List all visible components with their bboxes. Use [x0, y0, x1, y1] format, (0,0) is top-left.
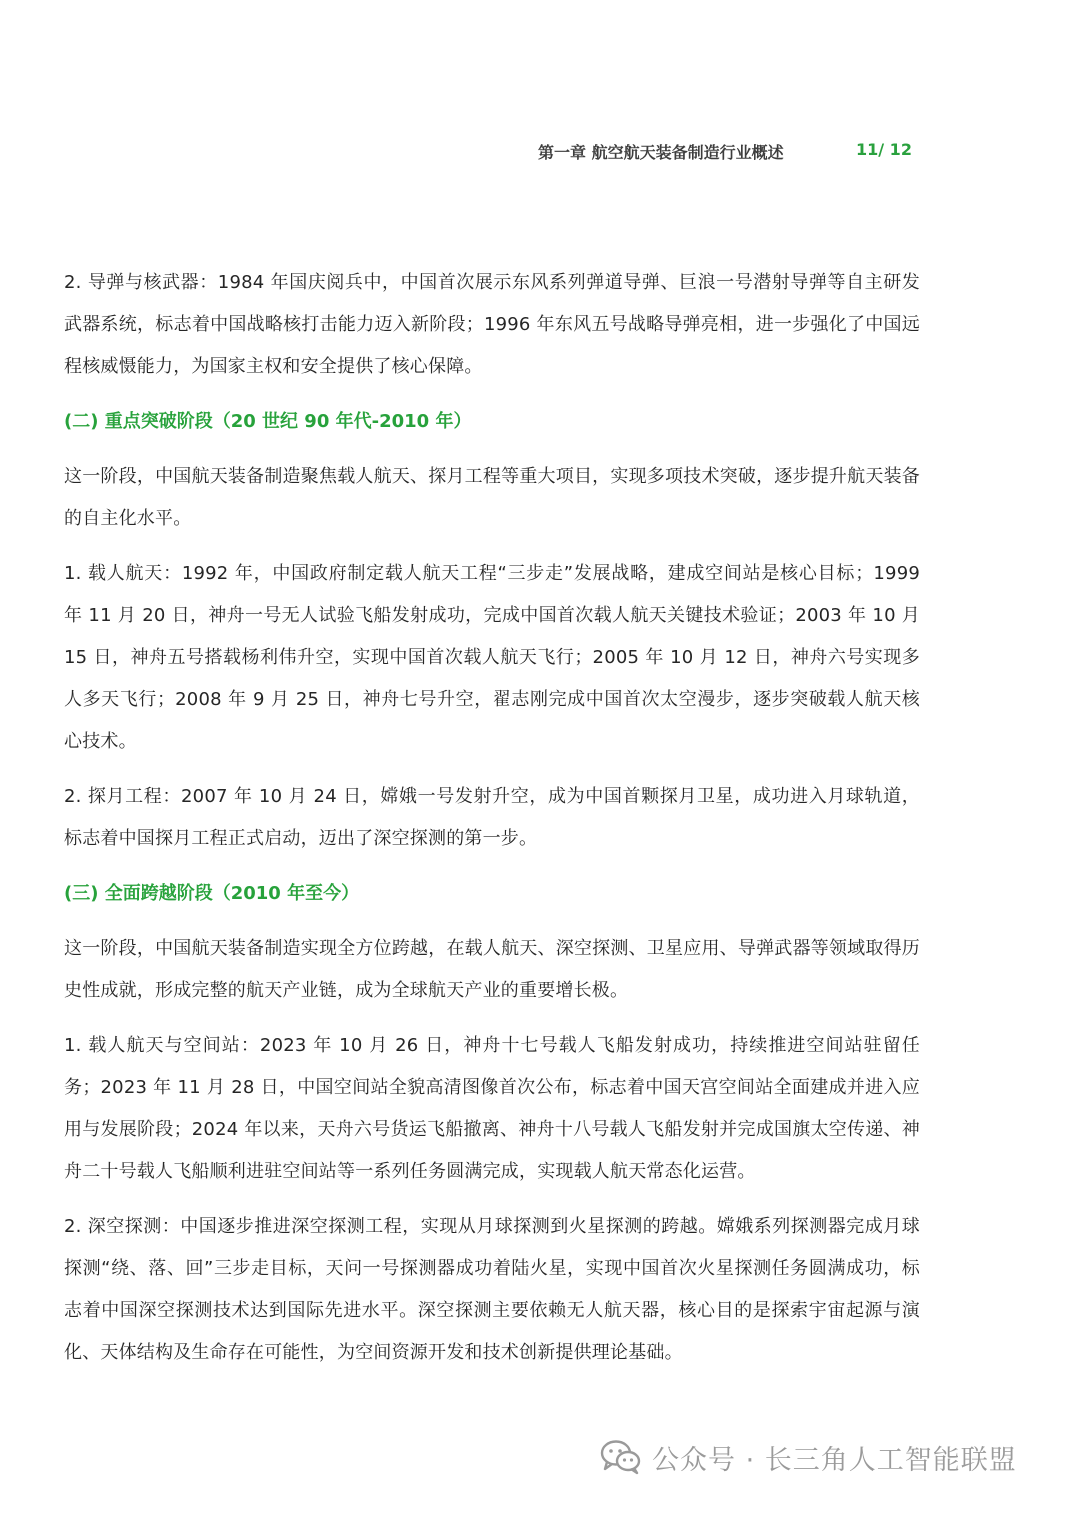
wechat-icon [600, 1439, 642, 1475]
watermark [600, 1432, 1017, 1482]
watermark-text: 公众号 · 长三角人工智能联盟 [652, 1444, 1017, 1476]
document-body [64, 262, 920, 1387]
paragraph: 2. 深空探测：中国逐步推进深空探测工程，实现从月球探测到火星探测的跨越。嫦娥系列探测器完成月球探测“绕、落、回”三步走目标，天问一号探测器成功着陆火星，实现中国首次火星探测任务圆满成功，标志着中国深空探测技术达到国际先进水平。深空探测主要依赖无人航天器，核心目的是探索宇宙起源与演化、天体结构及生命存在可能性，为空间资源开发和技术创新提供理论基础。 [64, 1216, 920, 1363]
section-heading: (三) 全面跨越阶段（2010 年至今） [64, 883, 360, 904]
paragraph: 这一阶段，中国航天装备制造聚焦载人航天、探月工程等重大项目，实现多项技术突破，逐步提升航天装备的自主化水平。 [64, 466, 920, 529]
section-heading: (二) 重点突破阶段（20 世纪 90 年代-2010 年） [64, 411, 472, 432]
paragraph: 2. 导弹与核武器：1984 年国庆阅兵中，中国首次展示东风系列弹道导弹、巨浪一号潜射导弹等自主研发武器系统，标志着中国战略核打击能力迈入新阶段；1996 年东风五号战略导弹亮相，进一步强化了中国远程核威慑能力，为国家主权和安全提供了核心保障。 [64, 272, 920, 377]
paragraph: 这一阶段，中国航天装备制造实现全方位跨越，在载人航天、深空探测、卫星应用、导弹武器等领域取得历史性成就，形成完整的航天产业链，成为全球航天产业的重要增长极。 [64, 938, 920, 1001]
paragraph: 1. 载人航天：1992 年，中国政府制定载人航天工程“三步走”发展战略，建成空间站是核心目标；1999 年 11 月 20 日，神舟一号无人试验飞船发射成功，完成中国首次载人航天关键技术验证；2003 年 10 月 15 日，神舟五号搭载杨利伟升空，实现中国首次载人航天飞行；2005 年 10 月 12 日，神舟六号实现多人多天飞行；2008 年 9 月 25 日，神舟七号升空，翟志刚完成中国首次太空漫步，逐步突破载人航天核心技术。 [64, 563, 920, 752]
paragraph: 1. 载人航天与空间站：2023 年 10 月 26 日，神舟十七号载人飞船发射成功，持续推进空间站驻留任务；2023 年 11 月 28 日，中国空间站全貌高清图像首次公布，标志着中国天宫空间站全面建成并进入应用与发展阶段；2024 年以来，天舟六号货运飞船撤离、神舟十八号载人飞船发射并完成国旗太空传递、神舟二十号载人飞船顺利进驻空间站等一系列任务圆满完成，实现载人航天常态化运营。 [64, 1035, 920, 1182]
paragraph: 2. 探月工程：2007 年 10 月 24 日，嫦娥一号发射升空，成为中国首颗探月卫星，成功进入月球轨道，标志着中国探月工程正式启动，迈出了深空探测的第一步。 [64, 786, 920, 849]
page-number: 11/ 12 [856, 140, 912, 159]
chapter-title: 第一章 航空航天装备制造行业概述 [538, 143, 784, 162]
page-header [538, 140, 918, 164]
